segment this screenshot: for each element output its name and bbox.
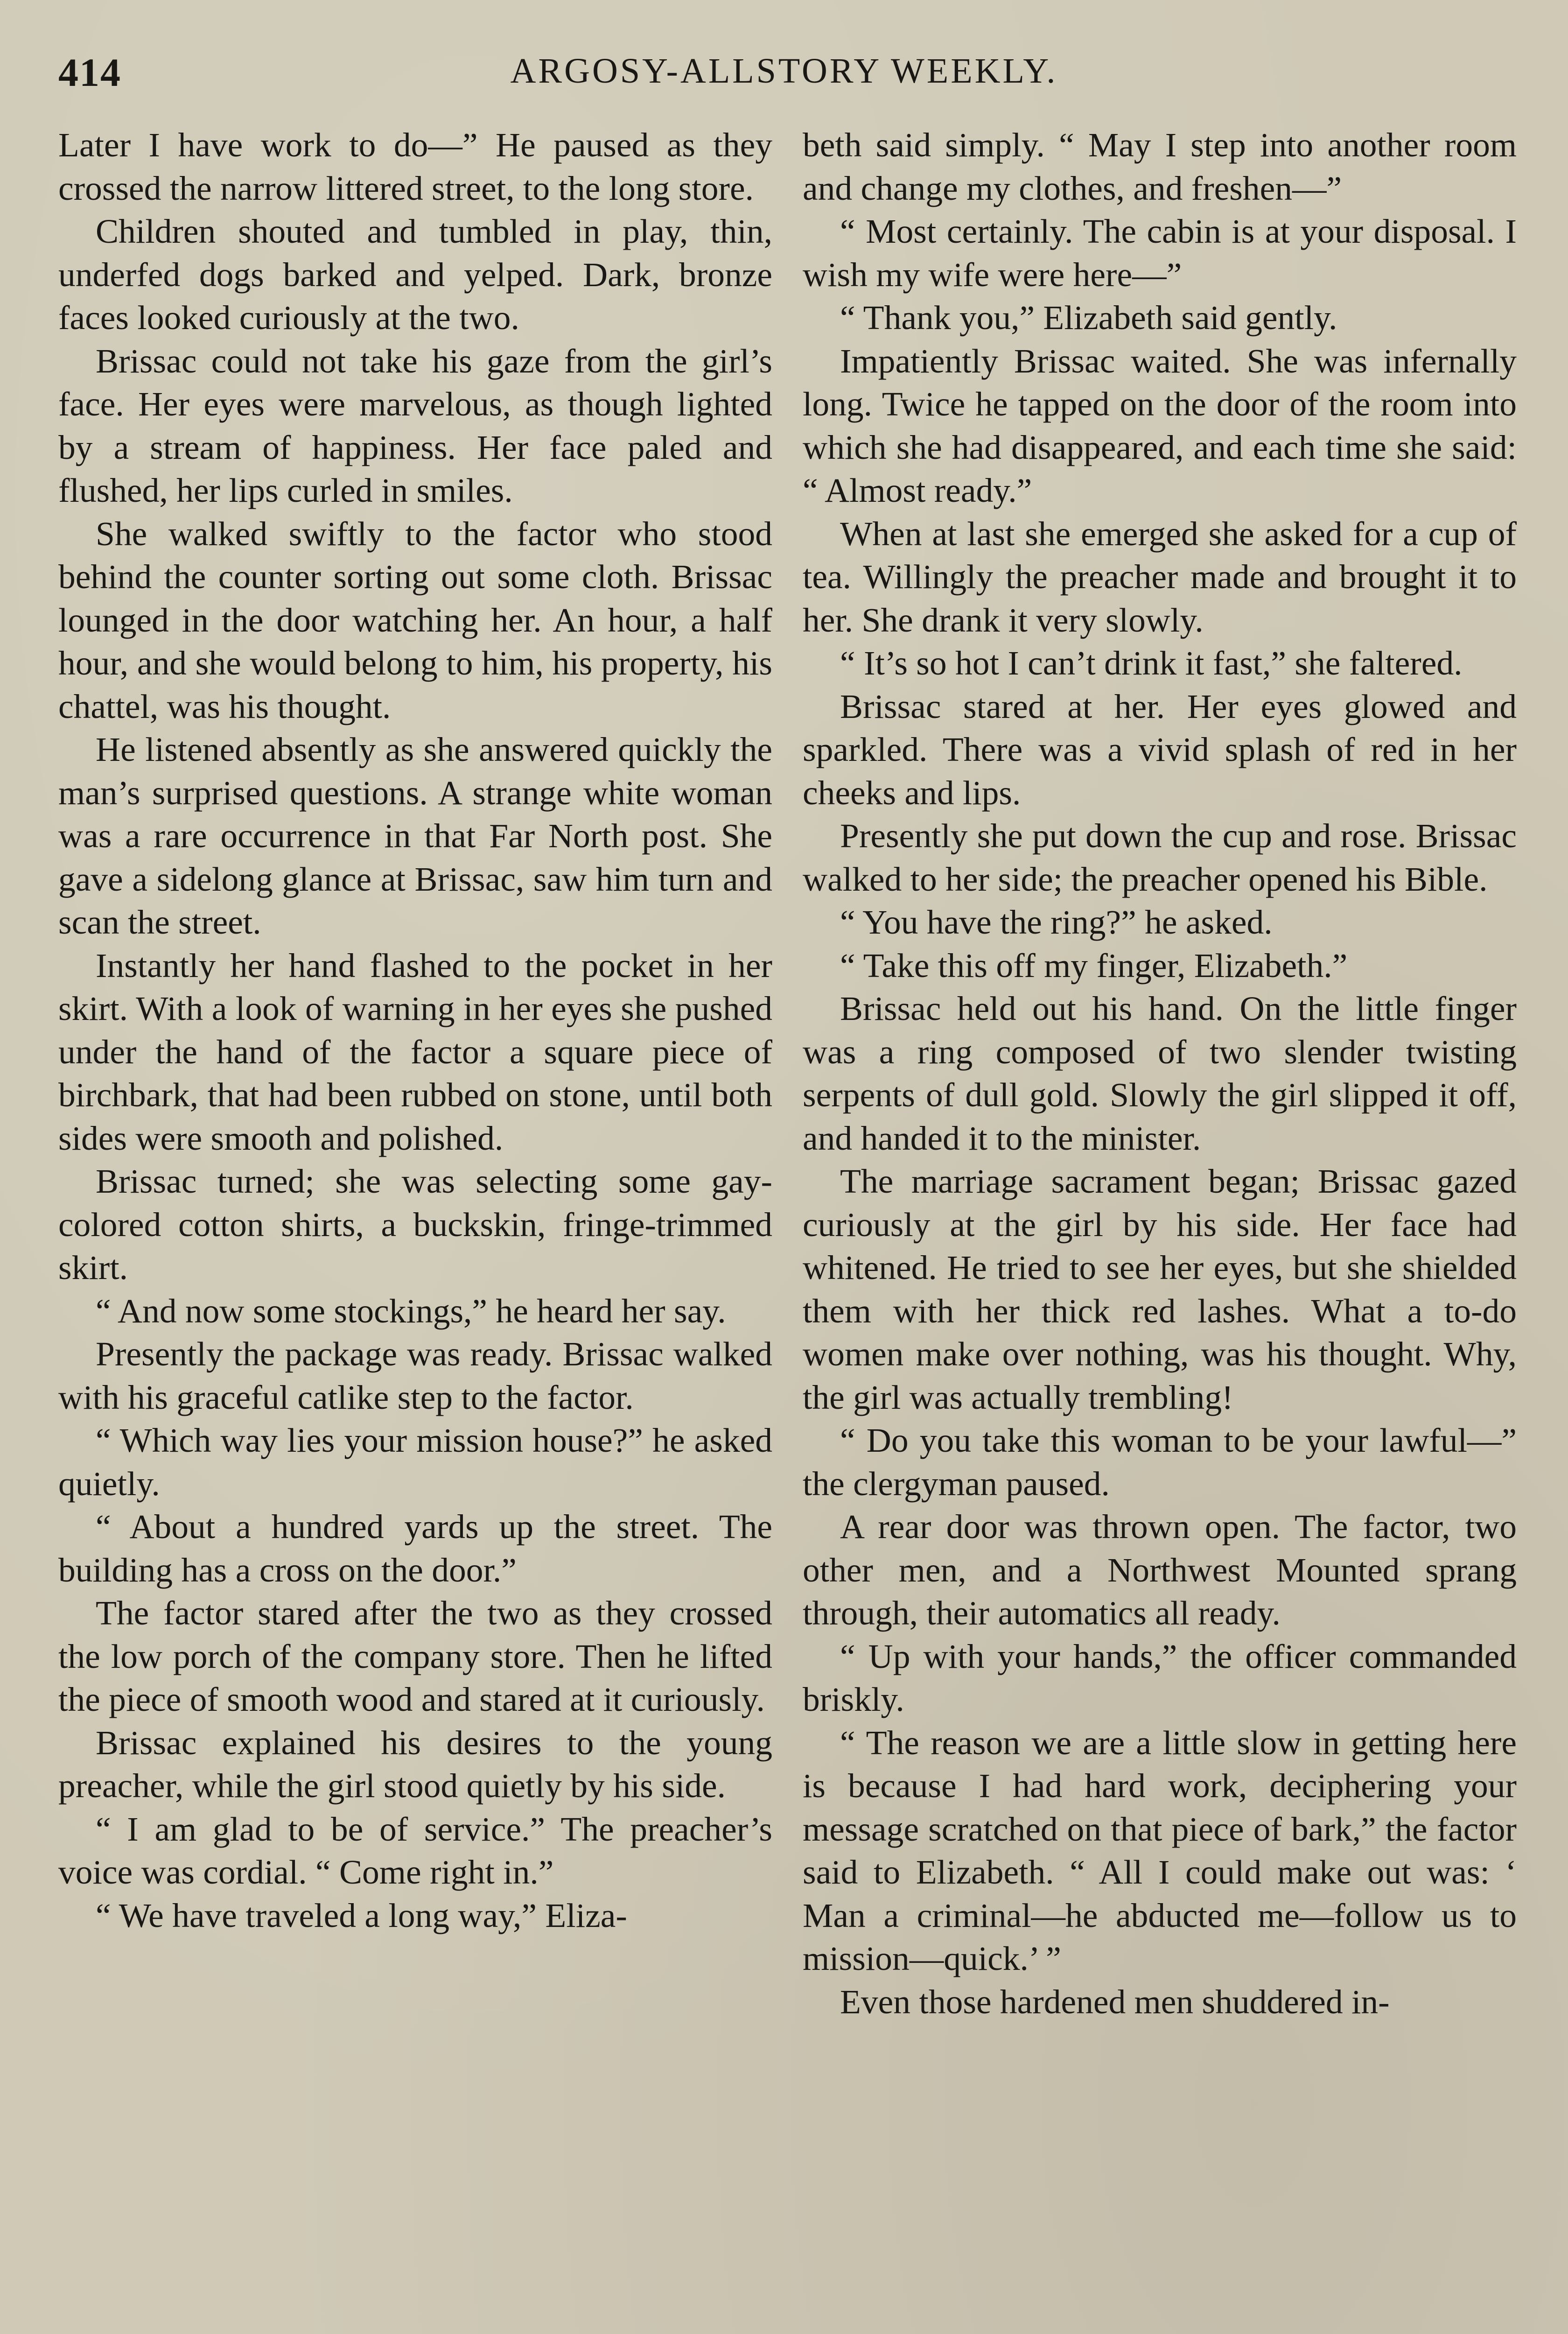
paragraph: beth said simply. “ May I step into another room and change my clothes, and freshen—” <box>803 126 1517 207</box>
paragraph: When at last she emerged she asked for a cup of tea. Willingly the preacher made and brought it to her. She drank it very slowly. <box>803 514 1517 639</box>
paragraph: She walked swiftly to the factor who stood behind the counter sorting out some cloth. Brissac lounged in the door watching her. An hour, a half hour, and she would belong to him, his property, his chattel, was his thought. <box>58 514 772 725</box>
paragraph: Children shouted and tumbled in play, thin, underfed dogs barked and yelped. Dark, bronze faces looked curiously at the two. <box>58 212 772 337</box>
paragraph: He listened absently as she answered quickly the man’s surprised questions. A strange white woman was a rare occurrence in that Far North post. She gave a sidelong glance at Brissac, saw him turn and scan the street. <box>58 731 772 941</box>
paragraph: Brissac turned; she was selecting some gay-colored cotton shirts, a buckskin, fringe-trimmed skirt. <box>58 1162 772 1287</box>
paragraph: “ Most certainly. The cabin is at your disposal. I wish my wife were here—” <box>803 212 1517 294</box>
paragraph: The factor stared after the two as they crossed the low porch of the company store. Then he lifted the piece of smooth wood and stared at it curiously. <box>58 1594 772 1718</box>
paragraph: Brissac explained his desires to the young preacher, while the girl stood quietly by his side. <box>58 1723 772 1805</box>
running-head: ARGOSY-ALLSTORY WEEKLY. <box>510 51 1058 91</box>
page-number: 414 <box>58 50 121 95</box>
page-header <box>58 49 1510 100</box>
paragraph: Impatiently Brissac waited. She was infernally long. Twice he tapped on the door of the room into which she had disappeared, and each time she said: “ Almost ready.” <box>803 342 1517 509</box>
paragraph: “ About a hundred yards up the street. The building has a cross on the door.” <box>58 1508 772 1589</box>
paragraph: A rear door was thrown open. The factor, two other men, and a Northwest Mounted sprang through, their automatics all ready. <box>803 1508 1517 1632</box>
paragraph: “ Up with your hands,” the officer commanded briskly. <box>803 1637 1517 1718</box>
paragraph: Even those hardened men shuddered in- <box>840 1982 1390 2021</box>
paragraph: “ We have traveled a long way,” Eliza- <box>96 1896 627 1934</box>
paragraph: Brissac stared at her. Her eyes glowed and sparkled. There was a vivid splash of red in her cheeks and lips. <box>803 687 1517 812</box>
paragraph: Instantly her hand flashed to the pocket in her skirt. With a look of warning in her eyes she pushed under the hand of the factor a square piece of birchbark, that had been rubbed on stone, until both sides were smooth and polished. <box>58 946 772 1157</box>
paragraph: “ Which way lies your mission house?” he asked quietly. <box>58 1421 772 1503</box>
left-column <box>58 124 772 1937</box>
paragraph: Presently she put down the cup and rose. Brissac walked to her side; the preacher opened his Bible. <box>803 817 1517 898</box>
paragraph: “ Thank you,” Elizabeth said gently. <box>840 299 1337 337</box>
paragraph: Brissac held out his hand. On the little finger was a ring composed of two slender twisting serpents of dull gold. Slowly the girl slipped it off, and handed it to the minister. <box>803 990 1517 1157</box>
paragraph: “ You have the ring?” he asked. <box>840 903 1273 941</box>
paragraph: “ And now some stockings,” he heard her say. <box>96 1292 726 1330</box>
paragraph: Later I have work to do—” He paused as they crossed the narrow littered street, to the long store. <box>58 126 772 207</box>
paragraph: Brissac could not take his gaze from the girl’s face. Her eyes were marvelous, as though lighted by a stream of happiness. Her face paled and flushed, her lips curled in smiles. <box>58 342 772 509</box>
paragraph: “ It’s so hot I can’t drink it fast,” she faltered. <box>840 644 1463 682</box>
paragraph: The marriage sacrament began; Brissac gazed curiously at the girl by his side. Her face had whitened. He tried to see her eyes, but she shielded them with her thick red lashes. What a to-do women make over nothing, was his thought. Why, the girl was actually trembling! <box>803 1162 1517 1416</box>
paragraph: Presently the package was ready. Brissac walked with his graceful catlike step to the factor. <box>58 1335 772 1416</box>
paragraph: “ I am glad to be of service.” The preacher’s voice was cordial. “ Come right in.” <box>58 1810 772 1891</box>
right-column <box>803 124 1517 2024</box>
paragraph: “ Take this off my finger, Elizabeth.” <box>840 946 1348 984</box>
paragraph: “ The reason we are a little slow in getting here is because I had hard work, deciphering your message scratched on that piece of bark,” the factor said to Elizabeth. “ All I could make out was: ‘ Man a criminal—he abducted me—follow us to mission—quick.’ ” <box>803 1723 1517 1977</box>
paragraph: “ Do you take this woman to be your lawful—” the clergyman paused. <box>803 1421 1517 1503</box>
